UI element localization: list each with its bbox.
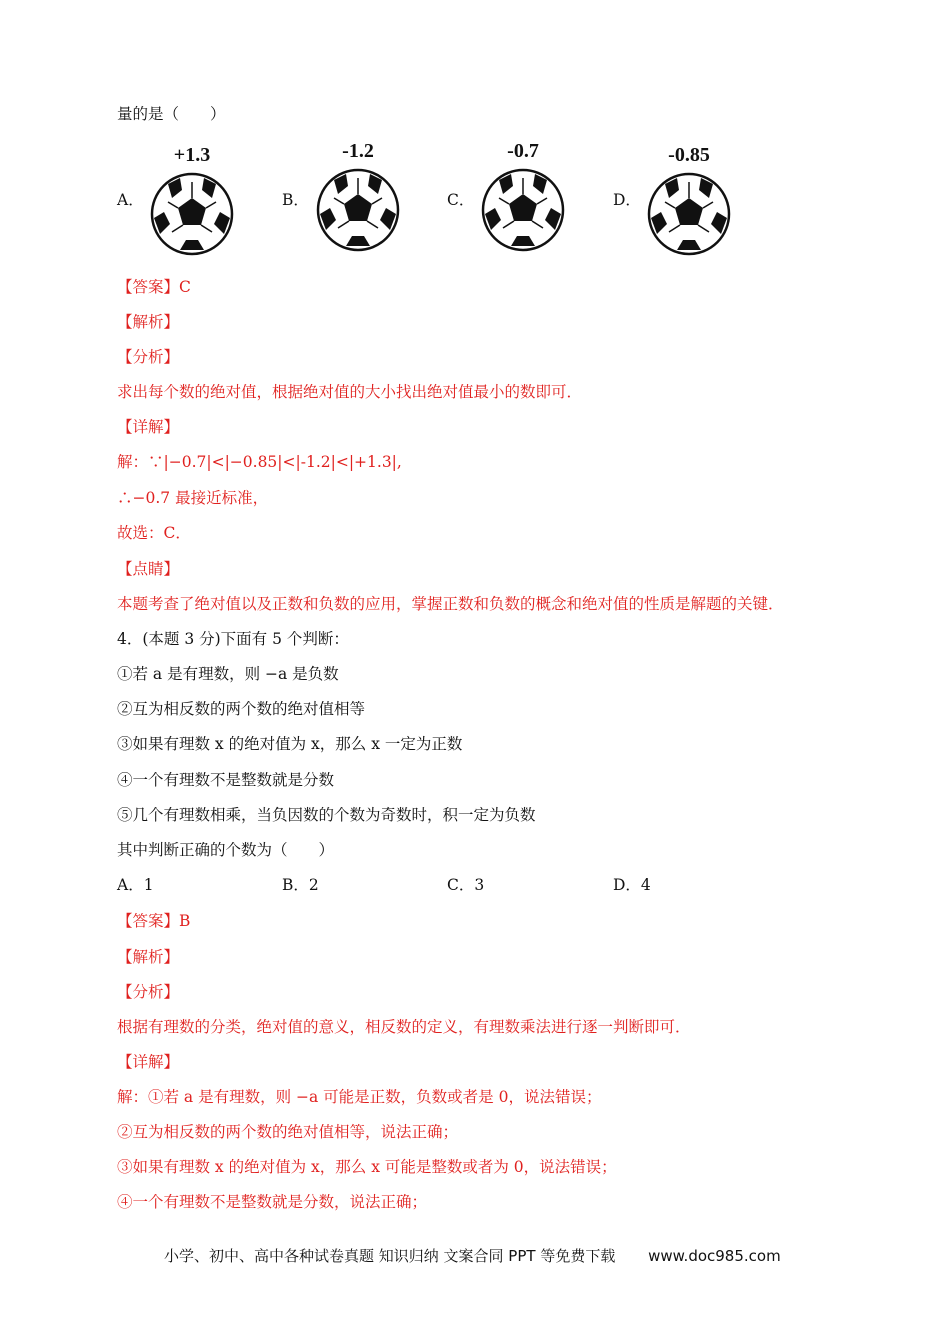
soccer-ball-icon: [481, 168, 565, 252]
option-c-ball: [481, 140, 581, 260]
q4-choice-b: B．2: [282, 876, 319, 894]
q3-jiexi-heading: 【解析】: [117, 313, 180, 331]
q4-fenxi-heading: 【分析】: [117, 983, 180, 1001]
option-b-label: B．: [282, 191, 309, 209]
q4-statement-1: ①若 a 是有理数，则 −a 是负数: [117, 665, 339, 683]
q4-solution-line-2: ②互为相反数的两个数的绝对值相等，说法正确；: [117, 1123, 459, 1141]
option-d-value: -0.85: [668, 144, 710, 166]
footer-url-link[interactable]: www.doc985.com: [648, 1247, 781, 1265]
q3-solution-line-1: 解：∵|−0.7|<|−0.85|<|-1.2|<|+1.3|,: [117, 453, 402, 471]
option-d-ball: [647, 144, 747, 264]
q4-choice-c: C．3: [447, 876, 485, 894]
q3-xiangjie-heading: 【详解】: [117, 418, 180, 436]
q3-fenxi-text: 求出每个数的绝对值，根据绝对值的大小找出绝对值最小的数即可．: [117, 383, 583, 401]
q4-solution-line-4: ④一个有理数不是整数就是分数，说法正确；: [117, 1193, 428, 1211]
q3-dianjing-text: 本题考查了绝对值以及正数和负数的应用，掌握正数和负数的概念和绝对值的性质是解题的关键．: [117, 595, 784, 613]
option-b-value: -1.2: [342, 140, 374, 162]
q3-stem: 量的是（ ）: [117, 105, 226, 123]
q4-jiexi-heading: 【解析】: [117, 948, 180, 966]
q4-choice-d: D．4: [613, 876, 651, 894]
q3-solution-line-3: 故选：C．: [117, 524, 191, 542]
option-c-value: -0.7: [507, 140, 539, 162]
option-a-label: A．: [117, 191, 144, 209]
q4-solution-line-3: ③如果有理数 x 的绝对值为 x，那么 x 可能是整数或者为 0，说法错误；: [117, 1158, 617, 1176]
option-b-ball: [316, 140, 416, 260]
q3-answer: 【答案】C: [117, 278, 191, 296]
soccer-ball-icon: [150, 172, 234, 256]
q4-choice-a: A．1: [117, 876, 154, 894]
option-a-value: +1.3: [173, 144, 211, 166]
q4-statement-3: ③如果有理数 x 的绝对值为 x，那么 x 一定为正数: [117, 735, 463, 753]
option-a-ball: [150, 144, 250, 264]
q4-xiangjie-heading: 【详解】: [117, 1053, 180, 1071]
q4-question: 其中判断正确的个数为（ ）: [117, 841, 335, 859]
option-d-label: D．: [613, 191, 641, 209]
q4-fenxi-text: 根据有理数的分类，绝对值的意义，相反数的定义，有理数乘法进行逐一判断即可．: [117, 1018, 691, 1036]
q4-statement-2: ②互为相反数的两个数的绝对值相等: [117, 700, 366, 718]
q3-solution-line-2: ∴−0.7 最接近标准，: [117, 489, 269, 507]
q3-dianjing-heading: 【点睛】: [117, 560, 180, 578]
footer-text: 小学、初中、高中各种试卷真题 知识归纳 文案合同 PPT 等免费下载: [164, 1247, 616, 1265]
q3-fenxi-heading: 【分析】: [117, 348, 180, 366]
option-c-label: C．: [447, 191, 475, 209]
soccer-ball-icon: [316, 168, 400, 252]
q4-answer: 【答案】B: [117, 912, 191, 930]
soccer-ball-icon: [647, 172, 731, 256]
q4-solution-line-1: 解：①若 a 是有理数，则 −a 可能是正数，负数或者是 0，说法错误；: [117, 1088, 602, 1106]
page-footer: [164, 1245, 781, 1266]
q4-statement-4: ④一个有理数不是整数就是分数: [117, 771, 335, 789]
q4-statement-5: ⑤几个有理数相乘，当负因数的个数为奇数时，积一定为负数: [117, 806, 536, 824]
q4-stem: 4．(本题 3 分)下面有 5 个判断：: [117, 630, 349, 648]
